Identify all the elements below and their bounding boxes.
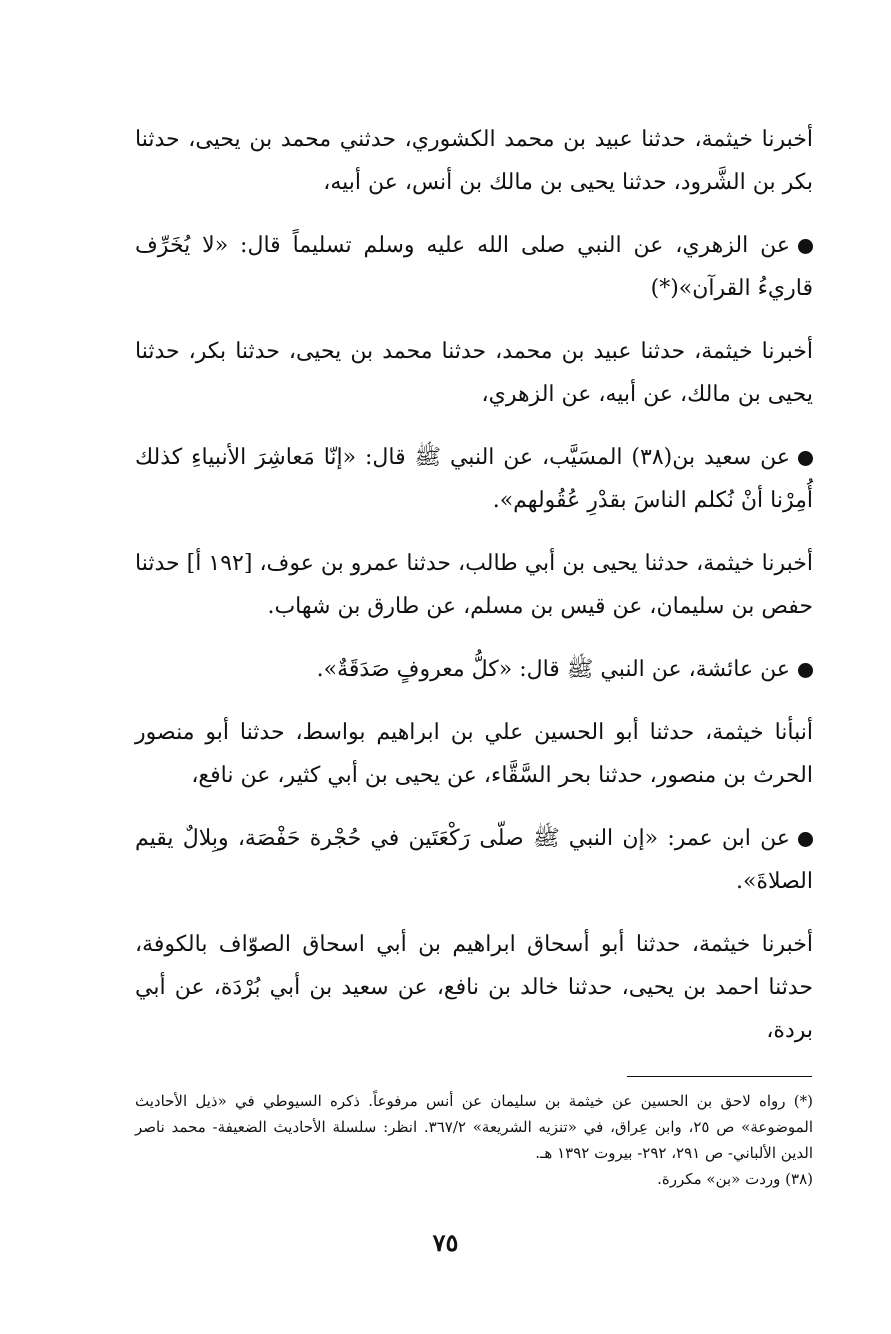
bullet-icon: [798, 832, 813, 847]
isnad-paragraph-1: [135, 118, 813, 204]
bullet-icon: [798, 663, 813, 678]
bullet-icon: [798, 239, 813, 254]
hadith-paragraph-4: [135, 817, 813, 903]
footnote-separator: [627, 1076, 812, 1077]
main-text: [135, 118, 813, 1072]
page-number: ٧٥: [432, 1228, 459, 1257]
paragraph-text: أخبرنا خيثمة، حدثنا يحيى بن أبي طالب، حدثنا عمرو بن عوف، [١٩٢ أ] حدثنا حفص بن سليمان، عن قيس بن مسلم، عن طارق بن شهاب.: [135, 551, 814, 619]
paragraph-text: عن الزهري، عن النبي صلى الله عليه وسلم تسليماً قال: «لا يُخَرِّف قاريءُ القرآن»(*): [135, 233, 813, 301]
paragraph-text: أخبرنا خيثمة، حدثنا أبو أسحاق ابراهيم بن أبي اسحاق الصوّاف بالكوفة، حدثنا احمد بن يحيى، حدثنا خالد بن نافع، عن سعيد بن أبي بُرْدَة، عن أبي بردة،: [135, 932, 813, 1043]
paragraph-text: أنبأنا خيثمة، حدثنا أبو الحسين علي بن ابراهيم بواسط، حدثنا أبو منصور الحرث بن منصور، حدثنا بحر السَّقَّاء، عن يحيى بن أبي كثير، عن نافع،: [135, 720, 813, 788]
paragraph-text: أخبرنا خيثمة، حدثنا عبيد بن محمد الكشوري، حدثني محمد بن يحيى، حدثنا بكر بن الشَّرود، حدثنا يحيى بن مالك بن أنس، عن أبيه،: [135, 127, 813, 195]
isnad-paragraph-5: [135, 923, 813, 1052]
paragraph-text: عن عائشة، عن النبي ﷺ قال: «كلُّ معروفٍ صَدَقَةٌ».: [316, 657, 790, 682]
hadith-paragraph-3: [135, 648, 813, 691]
footnote-38: (٣٨) وردت «بن» مكررة.: [657, 1170, 813, 1188]
hadith-paragraph-1: [135, 224, 813, 310]
paragraph-text: أخبرنا خيثمة، حدثنا عبيد بن محمد، حدثنا محمد بن يحيى، حدثنا بكر، حدثنا يحيى بن مالك، عن أبيه، عن الزهري،: [135, 339, 813, 407]
isnad-paragraph-3: [135, 542, 813, 628]
isnad-paragraph-4: [135, 711, 813, 797]
footnotes: [135, 1088, 813, 1192]
paragraph-text: عن ابن عمر: «إن النبي ﷺ صلّى رَكْعَتَين في حُجْرة حَفْصَة، وبِلالٌ يقيم الصلاةَ».: [135, 826, 813, 894]
hadith-paragraph-2: [135, 436, 813, 522]
paragraph-text: عن سعيد بن(٣٨) المسَيَّب، عن النبي ﷺ قال: «إنّا مَعاشِرَ الأنبياءِ كذلك أُمِرْنا أنْ نُكلم الناسَ بقدْرِ عُقُولهم».: [135, 445, 813, 513]
footnote-star: (*) رواه لاحق بن الحسين عن خيثمة بن سليمان عن أنس مرفوعاً. ذكره السيوطي في «ذيل الأحاديث الموضوعة» ص ٢٥، وابن عِراق، في «تنزيه الشريعة» ٣٦٧/٢. انظر: سلسلة الأحاديث الضعيفة- محمد ناصر الدين الألباني- ص ٢٩١، ٢٩٢- بيروت ١٣٩٢ هـ.: [135, 1092, 813, 1162]
isnad-paragraph-2: [135, 330, 813, 416]
bullet-icon: [798, 451, 813, 466]
